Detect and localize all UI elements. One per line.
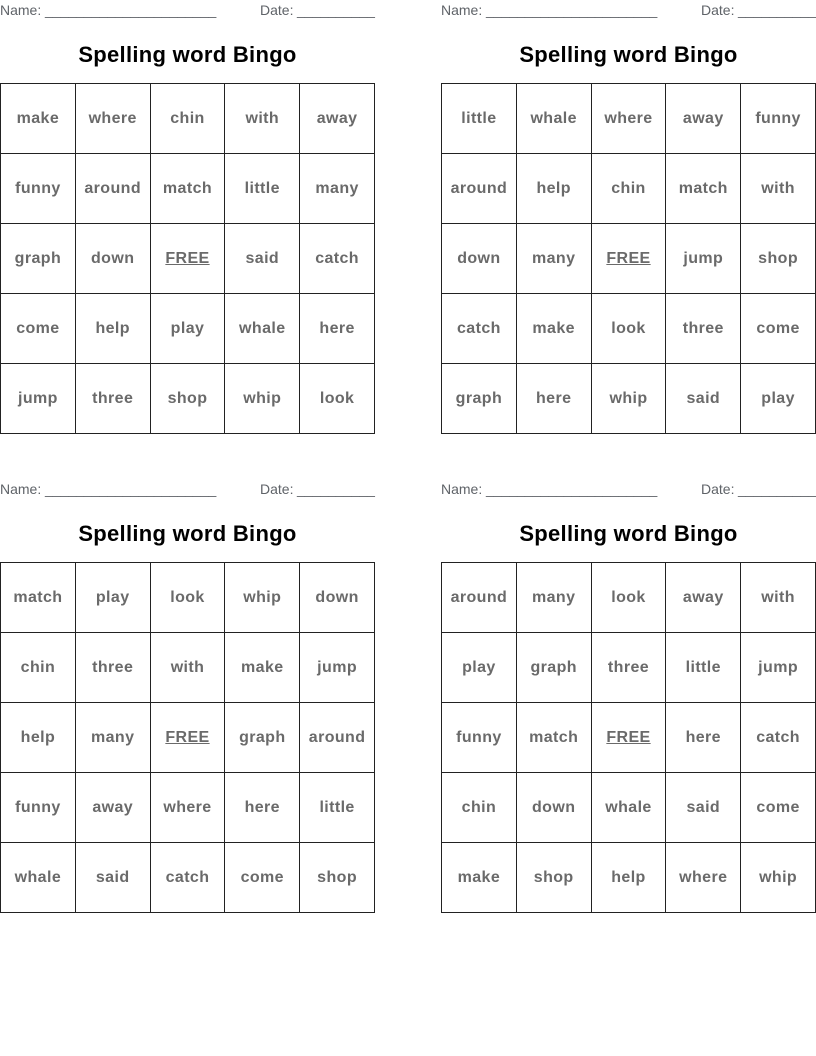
bingo-cell: make <box>225 633 300 703</box>
date-label: Date: <box>260 2 294 18</box>
bingo-cell: funny <box>1 773 76 843</box>
name-label: Name: <box>0 481 42 497</box>
bingo-cell: jump <box>666 224 741 294</box>
bingo-cell: look <box>592 294 667 364</box>
bingo-cell: match <box>1 563 76 633</box>
bingo-cell: help <box>592 843 667 913</box>
name-label: Name: <box>441 2 483 18</box>
free-space-cell: FREE <box>151 224 226 294</box>
bingo-cell: with <box>225 84 300 154</box>
bingo-cell: come <box>225 843 300 913</box>
bingo-grid <box>0 83 375 434</box>
bingo-cell: graph <box>517 633 592 703</box>
bingo-cell: around <box>442 154 517 224</box>
bingo-cell: three <box>76 364 151 434</box>
bingo-cell: where <box>151 773 226 843</box>
card-title: Spelling word Bingo <box>519 521 738 546</box>
bingo-card <box>441 479 816 914</box>
date-field[interactable]: __________ <box>297 481 375 497</box>
bingo-cell: said <box>225 224 300 294</box>
bingo-cell: catch <box>300 224 375 294</box>
bingo-card <box>0 479 375 914</box>
bingo-cell: where <box>592 84 667 154</box>
bingo-cell: down <box>300 563 375 633</box>
bingo-cell: whip <box>225 563 300 633</box>
bingo-cell: whale <box>517 84 592 154</box>
name-label: Name: <box>0 2 42 18</box>
bingo-cell: funny <box>1 154 76 224</box>
bingo-cell: jump <box>741 633 816 703</box>
bingo-cell: three <box>666 294 741 364</box>
bingo-cell: play <box>76 563 151 633</box>
bingo-cell: around <box>442 563 517 633</box>
bingo-cell: down <box>76 224 151 294</box>
bingo-cell: catch <box>442 294 517 364</box>
date-field[interactable]: __________ <box>738 2 816 18</box>
free-space-cell: FREE <box>151 703 226 773</box>
date-field[interactable]: __________ <box>738 481 816 497</box>
bingo-cell: with <box>741 563 816 633</box>
bingo-card <box>441 0 816 435</box>
name-field[interactable]: ______________________ <box>486 481 658 497</box>
bingo-cell: whip <box>225 364 300 434</box>
bingo-cell: away <box>666 563 741 633</box>
bingo-cell: shop <box>741 224 816 294</box>
bingo-cell: little <box>666 633 741 703</box>
bingo-cell: many <box>76 703 151 773</box>
bingo-cell: here <box>666 703 741 773</box>
bingo-cell: shop <box>300 843 375 913</box>
bingo-cell: come <box>1 294 76 364</box>
bingo-cell: around <box>300 703 375 773</box>
bingo-cell: make <box>442 843 517 913</box>
bingo-cell: help <box>76 294 151 364</box>
bingo-cell: whip <box>592 364 667 434</box>
date-label: Date: <box>701 2 735 18</box>
bingo-cell: away <box>76 773 151 843</box>
free-space-cell: FREE <box>592 224 667 294</box>
name-date-header <box>441 481 816 499</box>
bingo-cell: play <box>151 294 226 364</box>
bingo-cell: shop <box>517 843 592 913</box>
bingo-cell: come <box>741 773 816 843</box>
bingo-cell: play <box>442 633 517 703</box>
bingo-cell: many <box>517 224 592 294</box>
date-label: Date: <box>701 481 735 497</box>
bingo-cell: match <box>666 154 741 224</box>
bingo-cell: whale <box>225 294 300 364</box>
bingo-cell: graph <box>225 703 300 773</box>
bingo-cell: said <box>76 843 151 913</box>
bingo-cell: make <box>517 294 592 364</box>
bingo-cell: graph <box>1 224 76 294</box>
date-label: Date: <box>260 481 294 497</box>
bingo-cell: chin <box>592 154 667 224</box>
bingo-cell: play <box>741 364 816 434</box>
bingo-cell: down <box>517 773 592 843</box>
bingo-cell: many <box>517 563 592 633</box>
bingo-cell: with <box>151 633 226 703</box>
bingo-cell: jump <box>300 633 375 703</box>
bingo-cell: said <box>666 773 741 843</box>
bingo-grid <box>441 83 816 434</box>
bingo-cell: funny <box>741 84 816 154</box>
bingo-cell: chin <box>1 633 76 703</box>
card-title: Spelling word Bingo <box>78 42 297 67</box>
bingo-cell: said <box>666 364 741 434</box>
card-title: Spelling word Bingo <box>519 42 738 67</box>
bingo-cell: match <box>151 154 226 224</box>
bingo-cell: where <box>76 84 151 154</box>
bingo-cell: shop <box>151 364 226 434</box>
bingo-cell: chin <box>442 773 517 843</box>
bingo-cell: catch <box>151 843 226 913</box>
bingo-cell: come <box>741 294 816 364</box>
bingo-cell: whale <box>1 843 76 913</box>
bingo-grid <box>441 562 816 913</box>
bingo-cell: little <box>442 84 517 154</box>
bingo-cell: chin <box>151 84 226 154</box>
bingo-cell: with <box>741 154 816 224</box>
bingo-cell: little <box>225 154 300 224</box>
bingo-cell: look <box>300 364 375 434</box>
name-date-header <box>441 2 816 20</box>
name-field[interactable]: ______________________ <box>45 2 217 18</box>
bingo-cell: look <box>151 563 226 633</box>
bingo-cell: three <box>592 633 667 703</box>
bingo-grid <box>0 562 375 913</box>
bingo-cell: catch <box>741 703 816 773</box>
bingo-cell: funny <box>442 703 517 773</box>
name-field[interactable]: ______________________ <box>45 481 217 497</box>
bingo-cell: around <box>76 154 151 224</box>
bingo-cell: here <box>517 364 592 434</box>
bingo-cell: whip <box>741 843 816 913</box>
bingo-cell: jump <box>1 364 76 434</box>
name-date-header <box>0 481 375 499</box>
bingo-cell: here <box>300 294 375 364</box>
bingo-cell: down <box>442 224 517 294</box>
bingo-cell: look <box>592 563 667 633</box>
bingo-cell: help <box>517 154 592 224</box>
bingo-cell: graph <box>442 364 517 434</box>
bingo-cell: where <box>666 843 741 913</box>
bingo-cell: many <box>300 154 375 224</box>
bingo-cell: make <box>1 84 76 154</box>
bingo-cell: away <box>666 84 741 154</box>
name-field[interactable]: ______________________ <box>486 2 658 18</box>
card-title: Spelling word Bingo <box>78 521 297 546</box>
date-field[interactable]: __________ <box>297 2 375 18</box>
bingo-cell: three <box>76 633 151 703</box>
bingo-cell: help <box>1 703 76 773</box>
name-label: Name: <box>441 481 483 497</box>
bingo-cell: away <box>300 84 375 154</box>
free-space-cell: FREE <box>592 703 667 773</box>
bingo-cell: match <box>517 703 592 773</box>
name-date-header <box>0 2 375 20</box>
bingo-cell: little <box>300 773 375 843</box>
bingo-cell: here <box>225 773 300 843</box>
bingo-cell: whale <box>592 773 667 843</box>
bingo-card <box>0 0 375 435</box>
